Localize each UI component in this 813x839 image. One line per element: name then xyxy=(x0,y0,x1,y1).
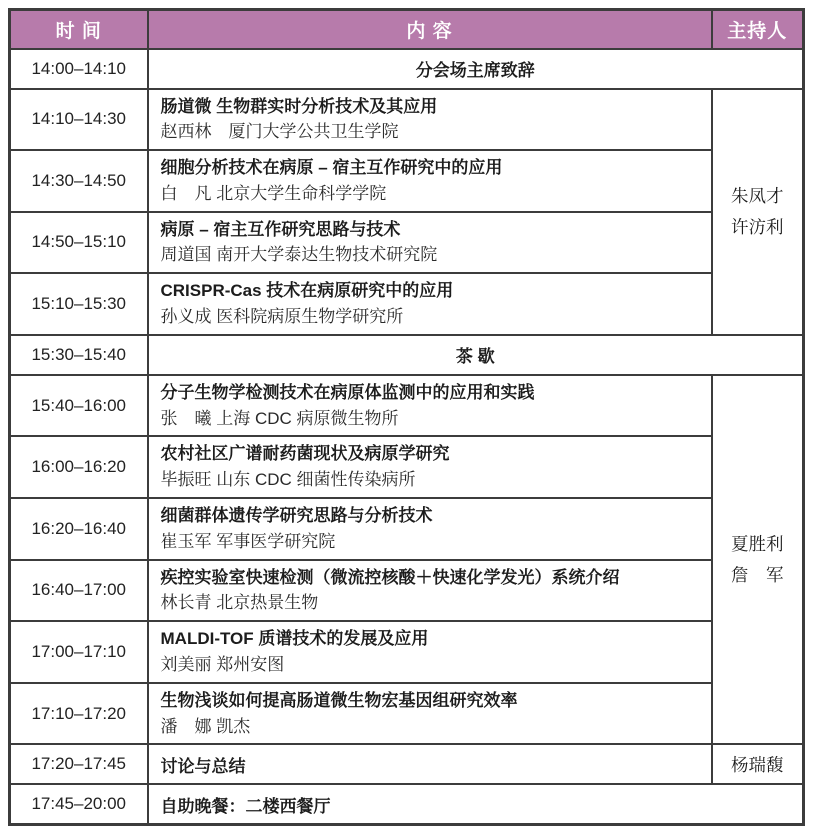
host-name: 夏胜利 xyxy=(731,534,784,555)
talk-speaker: 潘 娜 凯杰 xyxy=(160,716,251,736)
agenda-table xyxy=(8,8,805,826)
talk-title: 肠道微 生物群实时分析技术及其应用 xyxy=(160,96,438,116)
row-dinner xyxy=(10,784,804,824)
host-cell-discussion: 杨瑞馥 xyxy=(712,744,804,784)
row-talk xyxy=(10,212,804,274)
time-cell: 14:30–14:50 xyxy=(10,150,148,212)
time-cell: 17:45–20:00 xyxy=(10,784,148,824)
talk-speaker: 张 曦 上海 CDC 病原微生物所 xyxy=(160,408,399,428)
talk-cell xyxy=(148,375,712,437)
time-cell: 14:00–14:10 xyxy=(10,49,148,89)
talk-title: 细菌群体遗传学研究思路与分析技术 xyxy=(160,506,433,526)
row-talk xyxy=(10,560,804,622)
talk-speaker: 周道国 南开大学泰达生物技术研究院 xyxy=(160,245,438,265)
talk-cell xyxy=(148,560,712,622)
talk-speaker: 林长青 北京热景生物 xyxy=(160,593,319,613)
talk-speaker: 刘美丽 郑州安图 xyxy=(160,655,285,675)
time-cell: 16:20–16:40 xyxy=(10,498,148,560)
row-talk xyxy=(10,375,804,437)
talk-title: 农村社区广谱耐药菌现状及病原学研究 xyxy=(160,444,450,464)
talk-speaker: 白 凡 北京大学生命科学学院 xyxy=(160,183,387,203)
row-talk xyxy=(10,621,804,683)
talk-cell xyxy=(148,683,712,745)
discussion-title: 讨论与总结 xyxy=(148,744,712,784)
row-talk xyxy=(10,683,804,745)
opening-title: 分会场主席致辞 xyxy=(148,49,804,89)
talk-title: CRISPR-Cas 技术在病原研究中的应用 xyxy=(160,281,454,301)
header-host: 主持人 xyxy=(712,10,804,49)
time-cell: 15:40–16:00 xyxy=(10,375,148,437)
talk-cell xyxy=(148,436,712,498)
row-talk xyxy=(10,150,804,212)
talk-title: 疾控实验室快速检测（微流控核酸＋快速化学发光）系统介绍 xyxy=(160,567,620,587)
time-cell: 17:00–17:10 xyxy=(10,621,148,683)
host-name: 许汸利 xyxy=(731,216,784,237)
header-row xyxy=(10,10,804,49)
time-cell: 16:40–17:00 xyxy=(10,560,148,622)
talk-speaker: 赵西林 厦门大学公共卫生学院 xyxy=(160,122,399,142)
time-cell: 15:10–15:30 xyxy=(10,273,148,335)
row-tea-break xyxy=(10,335,804,375)
talk-cell xyxy=(148,89,712,151)
time-cell: 17:10–17:20 xyxy=(10,683,148,745)
host-name: 詹 军 xyxy=(731,564,784,585)
talk-speaker: 崔玉军 军事医学研究院 xyxy=(160,531,336,551)
dinner-title: 自助晚餐：二楼西餐厅 xyxy=(148,784,804,824)
header-content: 内 容 xyxy=(148,10,712,49)
talk-speaker: 孙义成 医科院病原生物学研究所 xyxy=(160,307,404,327)
time-cell: 15:30–15:40 xyxy=(10,335,148,375)
talk-cell xyxy=(148,212,712,274)
host-cell-session1 xyxy=(712,89,804,335)
row-talk xyxy=(10,436,804,498)
row-opening xyxy=(10,49,804,89)
talk-title: 细胞分析技术在病原 – 宿主互作研究中的应用 xyxy=(160,158,503,178)
talk-cell xyxy=(148,273,712,335)
talk-cell xyxy=(148,150,712,212)
host-cell-session2 xyxy=(712,375,804,745)
time-cell: 16:00–16:20 xyxy=(10,436,148,498)
time-cell: 17:20–17:45 xyxy=(10,744,148,784)
host-name: 朱凤才 xyxy=(731,186,784,207)
time-cell: 14:10–14:30 xyxy=(10,89,148,151)
row-discussion xyxy=(10,744,804,784)
talk-title: 病原 – 宿主互作研究思路与技术 xyxy=(160,219,401,239)
talk-speaker: 毕振旺 山东 CDC 细菌性传染病所 xyxy=(160,470,416,490)
talk-cell xyxy=(148,498,712,560)
header-time: 时 间 xyxy=(10,10,148,49)
talk-title: MALDI-TOF 质谱技术的发展及应用 xyxy=(160,629,429,649)
row-talk xyxy=(10,498,804,560)
tea-break-title: 茶 歇 xyxy=(148,335,804,375)
row-talk xyxy=(10,89,804,151)
talk-title: 分子生物学检测技术在病原体监测中的应用和实践 xyxy=(160,382,535,402)
row-talk xyxy=(10,273,804,335)
time-cell: 14:50–15:10 xyxy=(10,212,148,274)
talk-cell xyxy=(148,621,712,683)
talk-title: 生物浅谈如何提高肠道微生物宏基因组研究效率 xyxy=(160,690,518,710)
